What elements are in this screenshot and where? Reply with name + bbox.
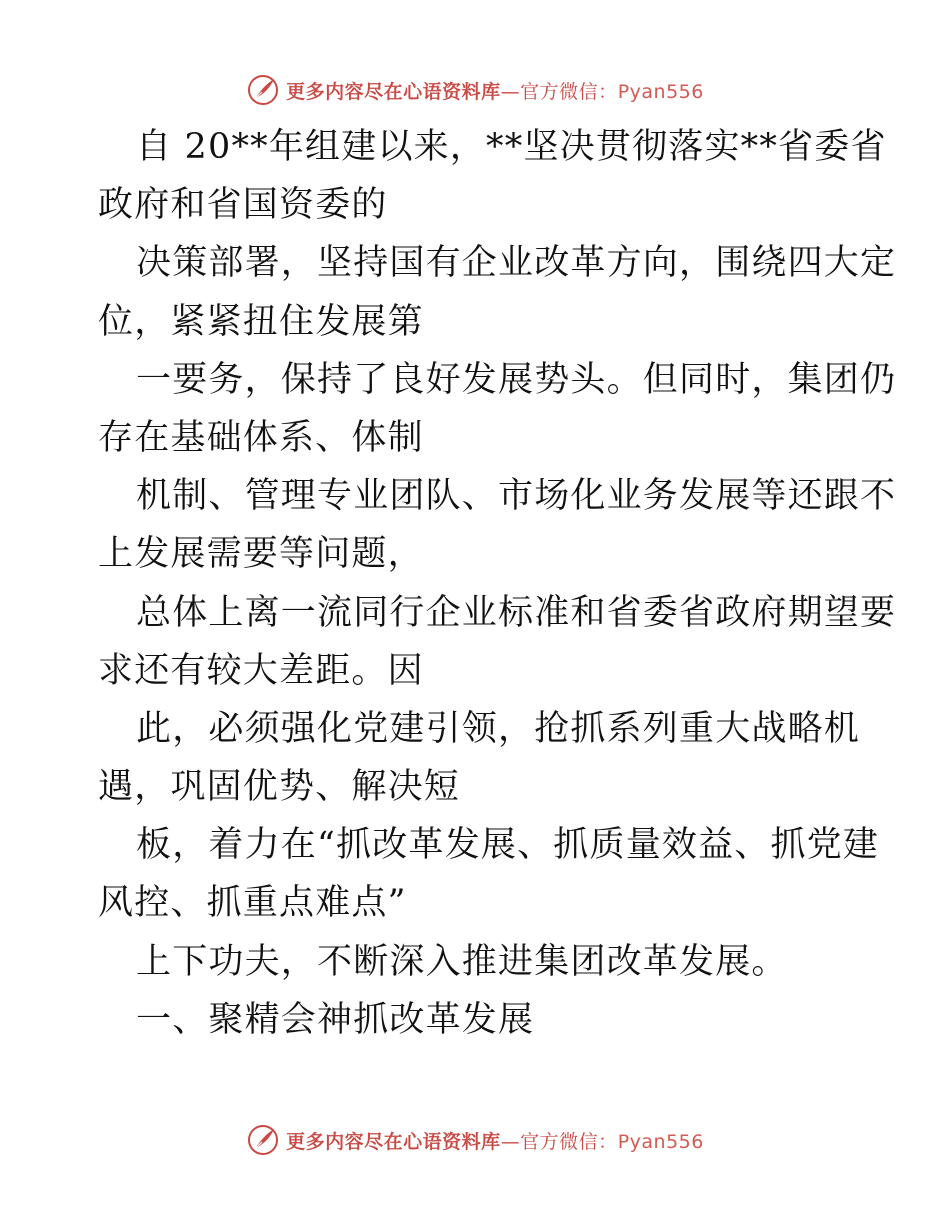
paragraph-line: 求还有较大差距。因 [98, 650, 424, 691]
watermark-dash: — [500, 1130, 521, 1153]
watermark-wechat-id: Pyan556 [617, 1130, 704, 1153]
paragraph-line: 机制、管理专业团队、市场化业务发展等还跟不 [136, 476, 897, 517]
paragraph-line: 总体上离一流同行企业标准和省委省政府期望要 [136, 592, 897, 633]
paragraph-line: 上发展需要等问题， [98, 534, 424, 575]
section-heading: 一、聚精会神抓改革发展 [136, 999, 535, 1040]
paragraph-line: 遇，巩固优势、解决短 [98, 767, 461, 808]
feather-pen-logo-icon [246, 1123, 280, 1157]
watermark-main-text: 更多内容尽在心语资料库 [286, 1130, 501, 1153]
feather-pen-logo-icon [246, 73, 280, 107]
paragraph-line: 存在基础体系、体制 [98, 417, 424, 458]
paragraph-line: 一要务，保持了良好发展势头。但同时，集团仍 [136, 359, 897, 400]
watermark-wechat-id: Pyan556 [617, 80, 704, 103]
paragraph-line: 此，必须强化党建引领，抢抓系列重大战略机 [136, 708, 861, 749]
document-body [98, 118, 897, 1049]
watermark-main-text: 更多内容尽在心语资料库 [286, 80, 501, 103]
paragraph-line: 上下功夫，不断深入推进集团改革发展。 [136, 941, 788, 982]
footer-watermark [0, 1120, 950, 1160]
paragraph-line: 风控、抓重点难点” [98, 883, 407, 924]
watermark-dash: — [500, 80, 521, 103]
paragraph-line: 位，紧紧扭住发展第 [98, 301, 424, 342]
header-watermark [0, 70, 950, 110]
watermark-text [286, 77, 704, 104]
paragraph-line: 自 20**年组建以来，**坚决贯彻落实**省委省 [136, 127, 887, 167]
paragraph-line: 板，着力在“抓改革发展、抓质量效益、抓党建 [136, 825, 880, 866]
paragraph-line: 决策部署，坚持国有企业改革方向，围绕四大定 [136, 243, 897, 284]
watermark-wechat-label: 官方微信： [520, 80, 618, 103]
watermark-text [286, 1127, 704, 1154]
paragraph-line: 政府和省国资委的 [98, 185, 388, 226]
watermark-wechat-label: 官方微信： [520, 1130, 618, 1153]
